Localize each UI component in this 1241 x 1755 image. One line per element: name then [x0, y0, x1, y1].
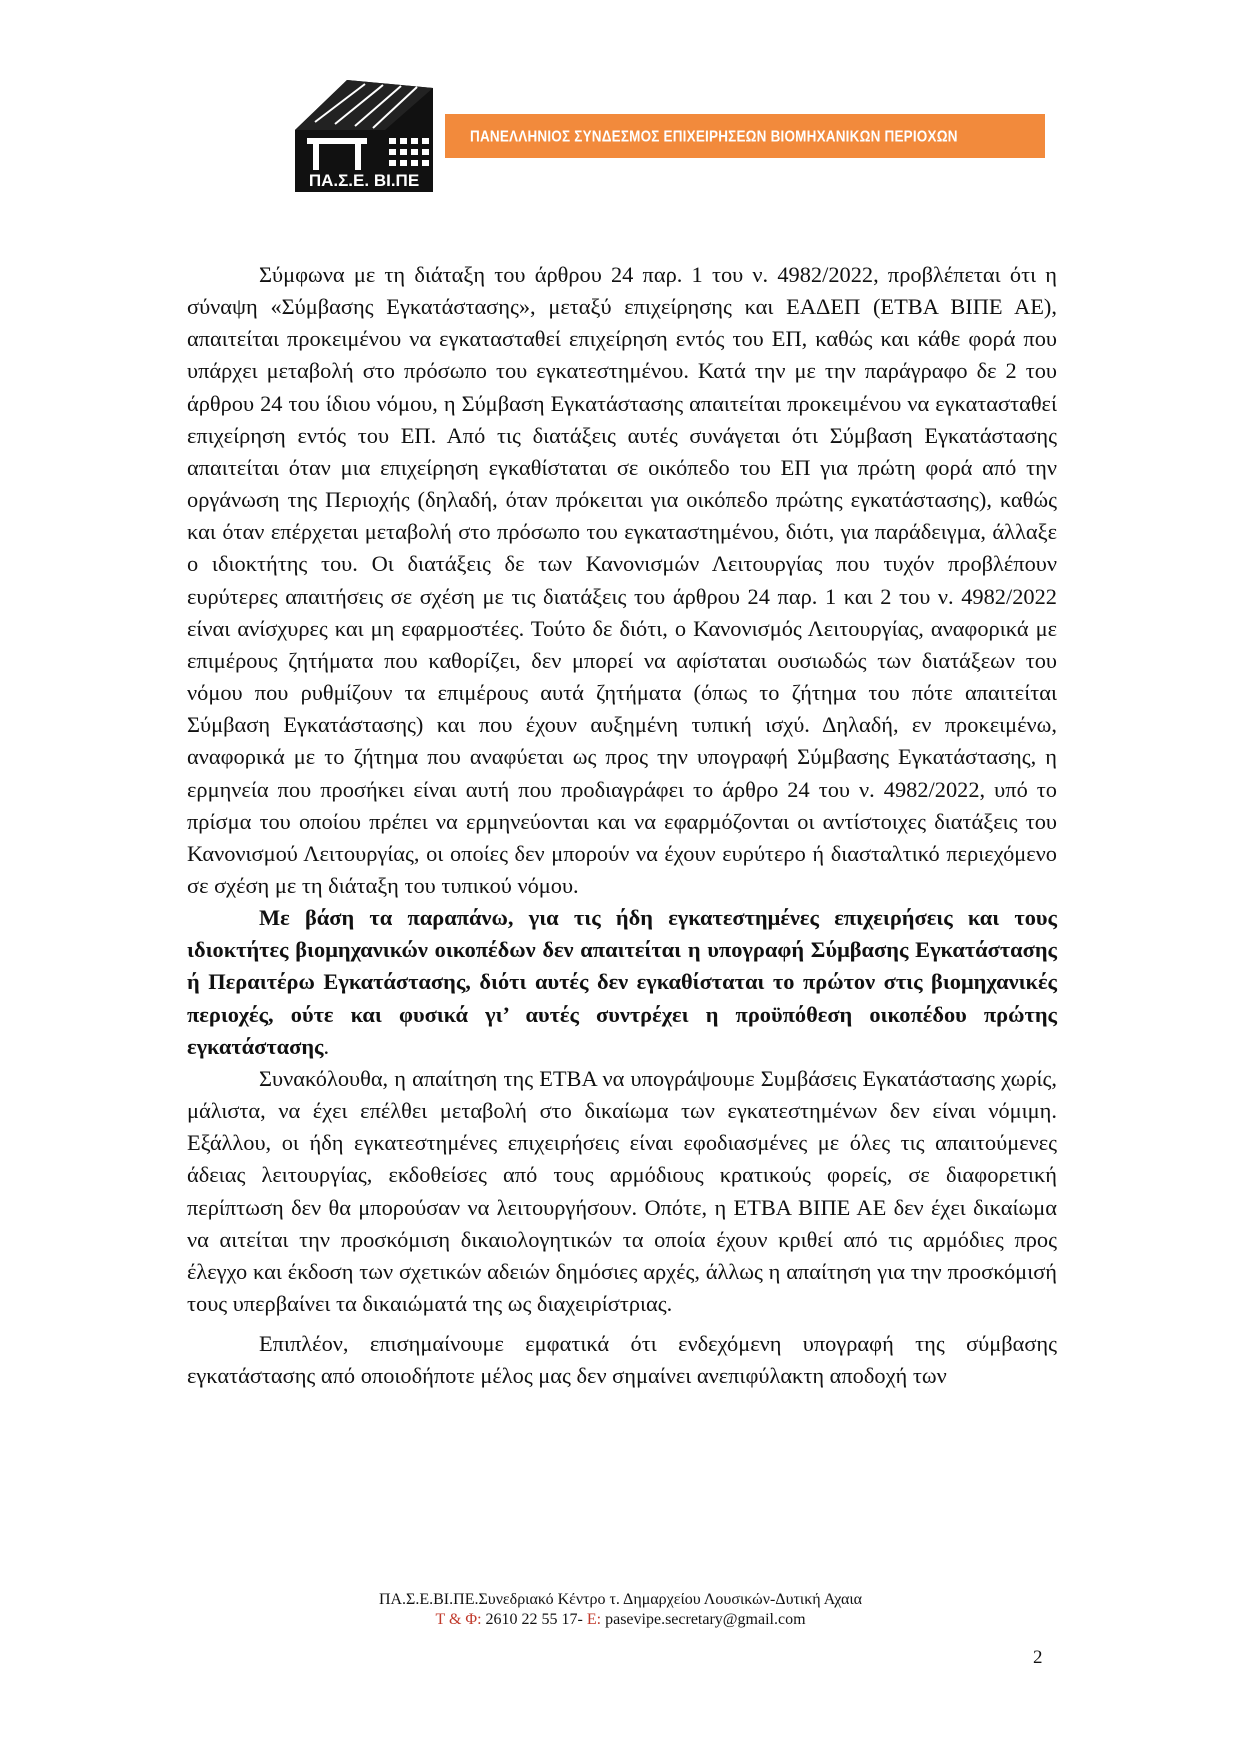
letterhead	[285, 72, 1045, 212]
paragraph-conclusion	[187, 902, 1057, 1063]
paragraph-article-24: Σύμφωνα με τη διάταξη του άρθρου 24 παρ. 1 του ν. 4982/2022, προβλέπεται ότι η σύναψη «Σύμβασης Εγκατάστασης», μεταξύ επιχείρησης και ΕΑΔΕΠ (ΕΤΒΑ ΒΙΠΕ ΑΕ), απαιτείται προκειμένου να εγκατασταθεί επιχείρηση εντός του ΕΠ, καθώς και κάθε φορά που υπάρχει μεταβολή στο πρόσωπο του εγκατεστημένου. Κατά την με την παράγραφο δε 2 του άρθρου 24 του ίδιου νόμου, η Σύμβαση Εγκατάστασης απαιτείται προκειμένου να εγκατασταθεί επιχείρηση εντός του ΕΠ. Από τις διατάξεις αυτές συνάγεται ότι Σύμβαση Εγκατάστασης απαιτείται όταν μια επιχείρηση εγκαθίσταται σε οικόπεδο του ΕΠ για πρώτη φορά από την οργάνωση της Περιοχής (δηλαδή, όταν πρόκειται για οικόπεδο πρώτης εγκατάστασης), καθώς και όταν επέρχεται μεταβολή στο πρόσωπο του εγκαταστημένου, διότι, για παράδειγμα, άλλαξε ο ιδιοκτήτης του. Οι διατάξεις δε των Κανονισμών Λειτουργίας που τυχόν προβλέπουν ευρύτερες απαιτήσεις σε σχέση με τις διατάξεις του άρθρου 24 παρ. 1 και 2 του ν. 4982/2022 είναι ανίσχυρες και μη εφαρμοστέες. Τούτο δε διότι, ο Κανονισμός Λειτουργίας, αναφορικά με επιμέρους ζητήματα που καθορίζει, δεν μπορεί να αφίσταται ουσιωδώς των διατάξεων του νόμου που ρυθμίζουν τα επιμέρους αυτά ζητήματα (όπως το ζήτημα του πότε απαιτείται Σύμβαση Εγκατάστασης) και που έχουν αυξημένη τυπική ισχύ. Δηλαδή, εν προκειμένω, αναφορικά με το ζήτημα που αναφύεται ως προς την υπογραφή Σύμβασης Εγκατάστασης, η ερμηνεία που προσήκει είναι αυτή που προδιαγράφει το άρθρο 24 του ν. 4982/2022, υπό το πρίσμα του οποίου πρέπει να ερμηνεύονται και να εφαρμόζονται οι αντίστοιχες διατάξεις του Κανονισμού Λειτουργίας, οι οποίες δεν μπορούν να έχουν ευρύτερο ή διασταλτικό περιεχόμενο σε σχέση με τη διάταξη του τυπικού νόμου.	[187, 262, 1057, 898]
svg-text:ΠΑ.Σ.Ε. ΒΙ.ΠΕ: ΠΑ.Σ.Ε. ΒΙ.ΠΕ	[308, 171, 420, 190]
phone-fax-number: 2610 22 55 17-	[481, 1611, 583, 1628]
organization-name: ΠΑΝΕΛΛΗΝΙΟΣ ΣΥΝΔΕΣΜΟΣ ΕΠΙΧΕΙΡΗΣΕΩΝ ΒΙΟΜΗΧΑΝΙΚΩΝ ΠΕΡΙΟΧΩΝ	[470, 127, 958, 145]
phone-fax-label: Τ & Φ:	[435, 1611, 482, 1628]
letterhead-banner	[445, 114, 1045, 158]
footer-contact	[0, 1610, 1241, 1630]
email-label: E:	[582, 1611, 602, 1628]
footer-address: ΠΑ.Σ.Ε.ΒΙ.ΠΕ.Συνεδριακό Κέντρο τ. Δημαρχείου Λουσικών-Δυτική Αχαια	[378, 1591, 863, 1608]
conclusion-period: .	[323, 1033, 330, 1059]
page-number: 2	[1033, 1647, 1043, 1668]
paragraph-emphasis: Επιπλέον, επισημαίνουμε εμφατικά ότι ενδεχόμενη υπογραφή της σύμβασης εγκατάστασης από οποιοδήποτε μέλος μας δεν σημαίνει ανεπιφύλακτη αποδοχή των	[187, 1331, 1057, 1389]
letter-body	[187, 259, 1057, 1392]
email-address: pasevipe.secretary@gmail.com	[601, 1611, 806, 1628]
conclusion-bold-text: Με βάση τα παραπάνω, για τις ήδη εγκατεστημένες επιχειρήσεις και τους ιδιοκτήτες βιομηχανικών οικοπέδων δεν απαιτείται η υπογραφή Σύμβασης Εγκατάστασης ή Περαιτέρω Εγκατάστασης, διότι αυτές δεν εγκαθίσταται το πρώτον στις βιομηχανικές περιοχές, ούτε και φυσικά γι’ αυτές συντρέχει η προϋπόθεση οικοπέδου πρώτης εγκατάστασης	[187, 905, 1057, 1059]
footer	[0, 1590, 1241, 1630]
paragraph-etva-demand: Συνακόλουθα, η απαίτηση της ΕΤΒΑ να υπογράψουμε Συμβάσεις Εγκατάστασης χωρίς, μάλιστα, να έχει επέλθει μεταβολή στο δικαίωμα των εγκατεστημένων δεν είναι νόμιμη. Εξάλλου, οι ήδη εγκατεστημένες επιχειρήσεις είναι εφοδιασμένες με όλες τις απαιτούμενες άδειας λειτουργίας, εκδοθείσες από τους αρμόδιους κρατικούς φορείς, σε διαφορετική περίπτωση δεν θα μπορούσαν να λειτουργήσουν. Οπότε, η ΕΤΒΑ ΒΙΠΕ ΑΕ δεν έχει δικαίωμα να αιτείται την προσκόμιση δικαιολογητικών τα οποία έχουν κριθεί από τις αρμόδιες προς έλεγχο και έκδοση των σχετικών αδειών δημόσιες αρχές, άλλως η απαίτηση για την προσκόμισή τους υπερβαίνει τα δικαιώματά της ως διαχειρίστριας.	[187, 1065, 1057, 1316]
pasevipe-logo	[285, 72, 445, 212]
